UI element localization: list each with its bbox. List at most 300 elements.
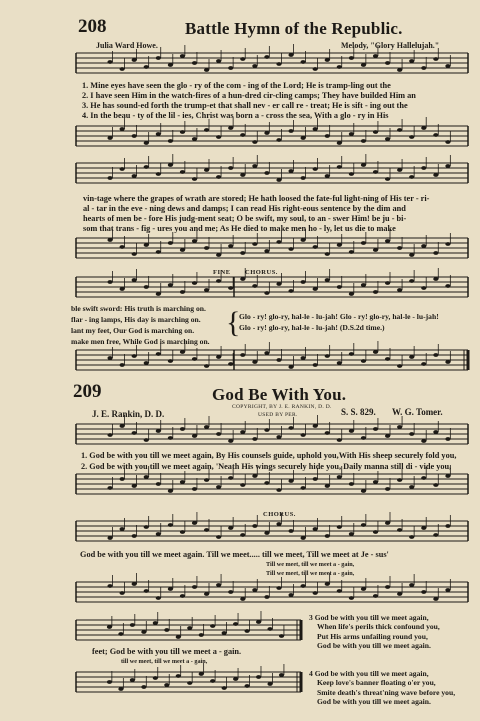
note-head [373, 248, 378, 252]
note-head [144, 285, 149, 289]
note-head [349, 482, 354, 486]
note-head [288, 53, 293, 57]
music-staff [76, 620, 301, 646]
note-head [156, 352, 161, 356]
note-head [349, 250, 354, 254]
note-head [180, 130, 185, 134]
note-head [107, 584, 112, 588]
note-head [349, 429, 354, 433]
note-head [256, 620, 261, 624]
lyric-brace: { [226, 306, 241, 339]
note-head [421, 66, 426, 70]
note-head [180, 54, 185, 58]
note-head [361, 163, 366, 167]
note-head [204, 168, 209, 172]
note-head [153, 621, 158, 625]
note-head [141, 630, 146, 634]
stanza-line: Smite death's threat'ning wave before you, [317, 687, 456, 697]
note-head [120, 127, 125, 131]
note-head [373, 480, 378, 484]
note-head [252, 474, 257, 478]
note-head [301, 486, 306, 490]
note-head [301, 433, 306, 437]
note-head [313, 127, 318, 131]
lyric-line: 1. God be with you till we meet again, By His counsels guide, uphold you,With His sheep securely fold you, [81, 451, 457, 460]
music-staff [76, 521, 468, 547]
note-head [216, 355, 221, 359]
note-head [337, 65, 342, 69]
note-head [349, 352, 354, 356]
note-head [204, 592, 209, 596]
note-head [156, 172, 161, 176]
note-head [120, 591, 125, 595]
music-staff [76, 163, 468, 189]
note-head [216, 59, 221, 63]
note-head [433, 353, 438, 357]
note-head [433, 173, 438, 177]
note-head [397, 425, 402, 429]
note-head [288, 593, 293, 597]
note-head [204, 528, 209, 532]
note-head [120, 363, 125, 367]
note-head [233, 677, 238, 681]
note-head [156, 292, 161, 296]
note-head [216, 135, 221, 139]
note-head [264, 55, 269, 59]
note-head [325, 484, 330, 488]
note-head [325, 174, 330, 178]
note-head [180, 170, 185, 174]
author-208: Julia Ward Howe. [96, 41, 158, 50]
note-head [325, 58, 330, 62]
note-head [313, 245, 318, 249]
note-head [385, 487, 390, 491]
note-head [361, 139, 366, 143]
note-head [130, 678, 135, 682]
note-head [301, 280, 306, 284]
note-head [252, 242, 257, 246]
note-head [252, 524, 257, 528]
note-head [107, 176, 112, 180]
note-head [228, 526, 233, 530]
note-head [276, 138, 281, 142]
note-head [385, 585, 390, 589]
note-head [228, 126, 233, 130]
stanza-line: Put His arms unfailing round you, [317, 631, 428, 641]
note-head [433, 57, 438, 61]
note-head [252, 164, 257, 168]
note-head [288, 426, 293, 430]
note-head [107, 486, 112, 490]
note-head [245, 629, 250, 633]
note-head [325, 278, 330, 282]
note-head [168, 489, 173, 493]
note-head [373, 530, 378, 534]
note-head [397, 128, 402, 132]
stanza-line: When life's perils thick confound you, [317, 622, 440, 632]
note-head [276, 240, 281, 244]
note-head [222, 631, 227, 635]
note-head [107, 238, 112, 242]
note-head [216, 175, 221, 179]
note-head [199, 633, 204, 637]
note-head [433, 483, 438, 487]
note-head [204, 425, 209, 429]
chorus-lyric-line: Glo - ry! glo-ry, hal-le - lu-jah! (D.S.2d time.) [239, 323, 385, 332]
note-head [264, 428, 269, 432]
lyric-line: 4. In the beau - ty of the lil - ies, Christ was born a - cross the sea, With a glo - ry in His [82, 111, 389, 120]
note-head [240, 597, 245, 601]
note-head [421, 286, 426, 290]
note-head [156, 132, 161, 136]
note-head [276, 586, 281, 590]
chorus-lyric-line: Glo - ry! glo-ry, hal-le - lu-jah! Glo - ry! glo-ry, hal-le - lu-jah! [239, 312, 439, 321]
chorus-lyric-line: God be with you till we meet again. Till we meet..... till we meet, Till we meet at Je - sus' [80, 550, 389, 559]
note-head [276, 522, 281, 526]
music-staff [76, 53, 468, 79]
lyric-line: 3. He has sound-ed forth the trump-et that shall nev - er call re - treat; He is sift - ing out the [82, 101, 408, 110]
note-head [409, 135, 414, 139]
note-head [409, 583, 414, 587]
note-head [301, 60, 306, 64]
note-head [385, 357, 390, 361]
note-head [120, 477, 125, 481]
note-head [337, 361, 342, 365]
note-head [118, 687, 123, 691]
note-head [240, 277, 245, 281]
note-head [361, 489, 366, 493]
note-head [132, 252, 137, 256]
note-head [337, 438, 342, 442]
note-head [349, 56, 354, 60]
note-head [240, 57, 245, 61]
music-staff [76, 126, 468, 152]
note-head [180, 248, 185, 252]
note-head [132, 534, 137, 538]
note-head [361, 523, 366, 527]
lyric-line: ble swift sword: His truth is marching on. [71, 304, 206, 313]
note-head [373, 427, 378, 431]
note-head [130, 623, 135, 627]
chorus-marking: CHORUS. [263, 511, 296, 518]
note-head [325, 134, 330, 138]
note-head [433, 133, 438, 137]
note-head [397, 288, 402, 292]
music-staff [76, 474, 468, 500]
note-head [276, 435, 281, 439]
note-head [409, 253, 414, 257]
note-head [267, 627, 272, 631]
note-head [192, 61, 197, 65]
note-head [176, 635, 181, 639]
note-head [187, 626, 192, 630]
note-head [264, 131, 269, 135]
note-head [421, 439, 426, 443]
stanza-line: 3 God be with you till we meet again, [309, 613, 429, 622]
note-head [409, 535, 414, 539]
note-head [168, 359, 173, 363]
note-head [385, 521, 390, 525]
echo-lyric-line: Till we meet, till we meet a - gain, [266, 570, 355, 577]
note-head [216, 535, 221, 539]
echo-lyric-line: till we meet, till we meet a - gain, [121, 658, 208, 665]
hymn-number-209: 209 [73, 381, 102, 402]
note-head [325, 354, 330, 358]
note-head [276, 488, 281, 492]
note-head [228, 244, 233, 248]
chorus-marking: CHORUS. [245, 269, 278, 276]
note-head [288, 529, 293, 533]
music-staff [76, 277, 468, 303]
note-head [349, 532, 354, 536]
note-head [164, 628, 169, 632]
note-head [252, 284, 257, 288]
note-head [228, 66, 233, 70]
echo-lyric-line: Till we meet, till we meet a - gain, [266, 561, 355, 568]
note-head [361, 436, 366, 440]
lyric-line: feet; God be with you till we meet a - gain. [92, 647, 242, 656]
note-head [264, 351, 269, 355]
note-head [210, 624, 215, 628]
music-staff [76, 424, 468, 450]
note-head [144, 361, 149, 365]
note-head [144, 438, 149, 442]
note-head [144, 589, 149, 593]
note-head [216, 432, 221, 436]
reference-209: S. S. 829. [341, 407, 376, 417]
note-head [107, 280, 112, 284]
note-head [264, 171, 269, 175]
note-head [313, 167, 318, 171]
note-head [156, 596, 161, 600]
note-head [409, 355, 414, 359]
note-head [397, 528, 402, 532]
note-head [433, 277, 438, 281]
note-head [264, 249, 269, 253]
author-209: J. E. Rankin, D. D. [92, 409, 165, 419]
note-head [397, 478, 402, 482]
note-head [373, 170, 378, 174]
note-head [349, 292, 354, 296]
note-head [445, 437, 450, 441]
note-head [361, 587, 366, 591]
note-head [168, 523, 173, 527]
note-head [313, 424, 318, 428]
note-head [144, 243, 149, 247]
note-head [144, 165, 149, 169]
note-head [385, 434, 390, 438]
note-head [373, 130, 378, 134]
note-head [337, 525, 342, 529]
note-head [409, 279, 414, 283]
note-head [192, 357, 197, 361]
composer-209: W. G. Tomer. [392, 407, 443, 417]
stanza-line: God be with you till we meet again. [317, 640, 431, 650]
music-staff [76, 672, 301, 698]
note-head [279, 673, 284, 677]
note-head [433, 430, 438, 434]
lyric-line: som that trans - fig - ures you and me; As He died to make men ho - ly, let us die to make [83, 224, 396, 233]
note-head [120, 167, 125, 171]
note-head [107, 356, 112, 360]
note-head [187, 681, 192, 685]
note-head [445, 524, 450, 528]
note-head [301, 136, 306, 140]
note-head [228, 476, 233, 480]
note-head [192, 585, 197, 589]
note-head [216, 485, 221, 489]
note-head [120, 424, 125, 428]
note-head [279, 634, 284, 638]
note-head [228, 362, 233, 366]
note-head [168, 139, 173, 143]
note-head [156, 56, 161, 60]
note-head [301, 238, 306, 242]
stanza-line: Keep love's banner floating o'er you, [317, 678, 436, 688]
note-head [180, 290, 185, 294]
note-head [216, 583, 221, 587]
note-head [421, 590, 426, 594]
note-head [421, 526, 426, 530]
note-head [168, 436, 173, 440]
note-head [313, 527, 318, 531]
note-head [240, 173, 245, 177]
note-head [421, 166, 426, 170]
note-head [385, 177, 390, 181]
copyright-notice: COPYRIGHT, BY J. E. RANKIN, D. D. [232, 404, 332, 410]
note-head [204, 478, 209, 482]
note-head [409, 485, 414, 489]
note-head [204, 364, 209, 368]
note-head [397, 246, 402, 250]
note-head [267, 682, 272, 686]
note-head [264, 531, 269, 535]
note-head [132, 354, 137, 358]
note-head [132, 431, 137, 435]
note-head [313, 287, 318, 291]
note-head [192, 177, 197, 181]
melody-208: Melody, "Glory Hallelujah." [341, 41, 440, 50]
note-head [168, 587, 173, 591]
hymn-title-208: Battle Hymn of the Republic. [185, 19, 403, 38]
note-head [361, 283, 366, 287]
note-head [132, 58, 137, 62]
note-head [107, 625, 112, 629]
lyric-line: al - tar in the eve - ning dews and damps; I can read His right-eous sentence by the dim and [83, 204, 406, 213]
note-head [204, 288, 209, 292]
note-head [210, 679, 215, 683]
note-head [107, 433, 112, 437]
note-head [228, 166, 233, 170]
note-head [433, 533, 438, 537]
note-head [409, 175, 414, 179]
note-head [199, 672, 204, 676]
note-head [445, 140, 450, 144]
note-head [192, 521, 197, 525]
note-head [240, 483, 245, 487]
note-head [132, 174, 137, 178]
note-head [240, 251, 245, 255]
note-head [288, 479, 293, 483]
note-head [192, 281, 197, 285]
note-head [361, 359, 366, 363]
note-head [361, 63, 366, 67]
note-head [288, 169, 293, 173]
note-head [421, 244, 426, 248]
note-head [325, 534, 330, 538]
note-head [313, 67, 318, 71]
note-head [276, 178, 281, 182]
note-head [240, 133, 245, 137]
note-head [288, 365, 293, 369]
note-head [120, 67, 125, 71]
note-head [252, 64, 257, 68]
note-head [144, 65, 149, 69]
stanza-line: 4 God be with you till we meet again, [309, 669, 429, 678]
note-head [180, 594, 185, 598]
note-head [313, 477, 318, 481]
lyric-line: flar - ing lamps, His day is marching on. [71, 315, 201, 324]
note-head [228, 286, 233, 290]
note-head [168, 241, 173, 245]
note-head [144, 141, 149, 145]
note-head [445, 242, 450, 246]
note-head [120, 245, 125, 249]
note-head [132, 582, 137, 586]
note-head [361, 241, 366, 245]
note-head [397, 68, 402, 72]
note-head [301, 584, 306, 588]
note-head [288, 129, 293, 133]
lyric-line: 2. I have seen Him in the watch-fires of a hun-dred cir-cling camps; They have builded Him an [82, 91, 416, 100]
note-head [156, 532, 161, 536]
note-head [204, 128, 209, 132]
note-head [118, 632, 123, 636]
note-head [153, 676, 158, 680]
note-head [313, 363, 318, 367]
note-head [373, 54, 378, 58]
note-head [397, 592, 402, 596]
note-head [337, 243, 342, 247]
note-head [144, 525, 149, 529]
note-head [168, 63, 173, 67]
note-head [445, 64, 450, 68]
note-head [301, 356, 306, 360]
note-head [445, 474, 450, 478]
note-head [156, 429, 161, 433]
note-head [252, 437, 257, 441]
note-head [252, 588, 257, 592]
music-staff [76, 582, 468, 608]
note-head [385, 239, 390, 243]
note-head [216, 253, 221, 257]
note-head [180, 350, 185, 354]
lyric-line: vin-tage where the grapes of wrath are stored; He hath loosed the fate-ful light-ning of His ter - ri- [83, 194, 430, 203]
note-head [204, 68, 209, 72]
note-head [337, 475, 342, 479]
note-head [132, 134, 137, 138]
stanza-3 [309, 613, 440, 650]
note-head [337, 165, 342, 169]
note-head [252, 140, 257, 144]
lyric-line: make men free, While God is marching on. [71, 337, 210, 346]
note-head [156, 482, 161, 486]
note-head [240, 533, 245, 537]
note-head [276, 282, 281, 286]
lyric-line: lant my feet, Our God is marching on. [71, 326, 195, 335]
note-head [433, 597, 438, 601]
stanza-line: God be with you till we meet again. [317, 696, 431, 706]
